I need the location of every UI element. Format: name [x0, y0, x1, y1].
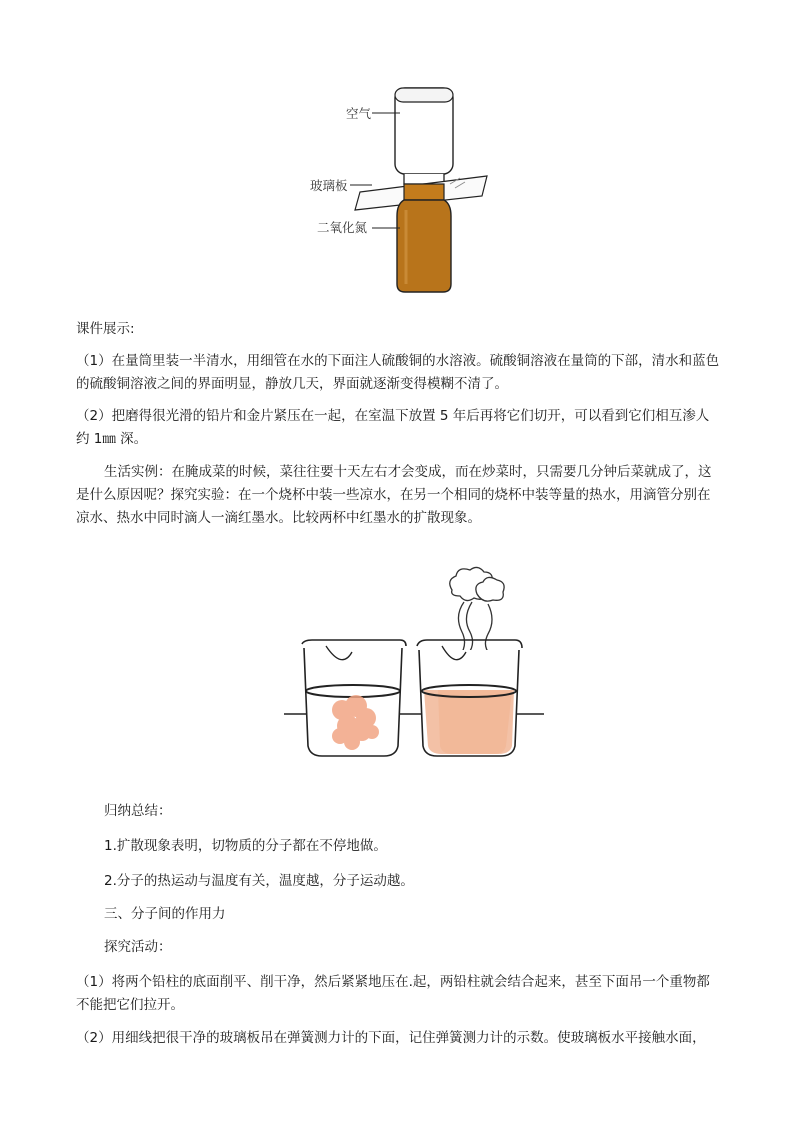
- ink-beakers-figure: [282, 560, 546, 765]
- label-glass-plate: 玻璃板: [310, 178, 348, 193]
- activity-item-2: （2）用细线把很干净的玻璃板吊在弹簧测力计的下面，记住弹簧测力计的示数。使玻璃板水平接触水面，: [76, 1030, 706, 1046]
- section-heading-3: 三、分子间的作用力: [104, 906, 226, 922]
- label-no2: 二氧化氮: [317, 220, 368, 235]
- courseware-item-1: （1）在量筒里装一半清水，用细管在水的下面注人硫酸铜的水溶液。硫酸铜溶液在量筒的下部，清水和蓝色的硫酸铜溶液之间的界面明显，静放几天，界面就逐渐变得模糊不清了。: [76, 353, 720, 392]
- activity-item-1: （1）将两个铅柱的底面削平、削干净，然后紧紧地压在.起，两铅柱就会结合起来，甚至下面吊一个重物都不能把它们拉开。: [76, 974, 710, 1013]
- cold-water-beaker: [302, 640, 406, 756]
- life-example-paragraph: 生活实例：在腌成菜的时候，菜往往要十天左右才会变成，而在炒菜时，只需要几分钟后菜就成了，这是什么原因呢？探究实验：在一个烧杯中装一些凉水，在另一个相同的烧杯中装等量的热水，用滴管分别在凉水、热水中同时滴人一滴红墨水。比较两杯中红墨水的扩散现象。: [76, 464, 712, 526]
- courseware-heading: 课件展示:: [76, 321, 135, 337]
- explore-heading: 探究活动：: [104, 939, 172, 955]
- summary-title: 归纳总结：: [104, 803, 172, 819]
- summary-point-2: 2.分子的热运动与温度有关，温度越，分子运动越。: [104, 873, 414, 889]
- steam-icon: [450, 567, 504, 656]
- hot-water-beaker: [417, 640, 522, 756]
- ink-diffused-hot: [424, 690, 514, 754]
- summary-point-1: 1.扩散现象表明，切物质的分子都在不停地做。: [104, 838, 387, 854]
- courseware-item-2: （2）把磨得很光滑的铅片和金片紧压在一起，在室温下放置 5 年后再将它们切开，可以看到它们相互渗人约 1㎜ 深。: [76, 408, 710, 447]
- diffusion-bottles-figure: [300, 80, 500, 300]
- label-air: 空气: [346, 106, 372, 121]
